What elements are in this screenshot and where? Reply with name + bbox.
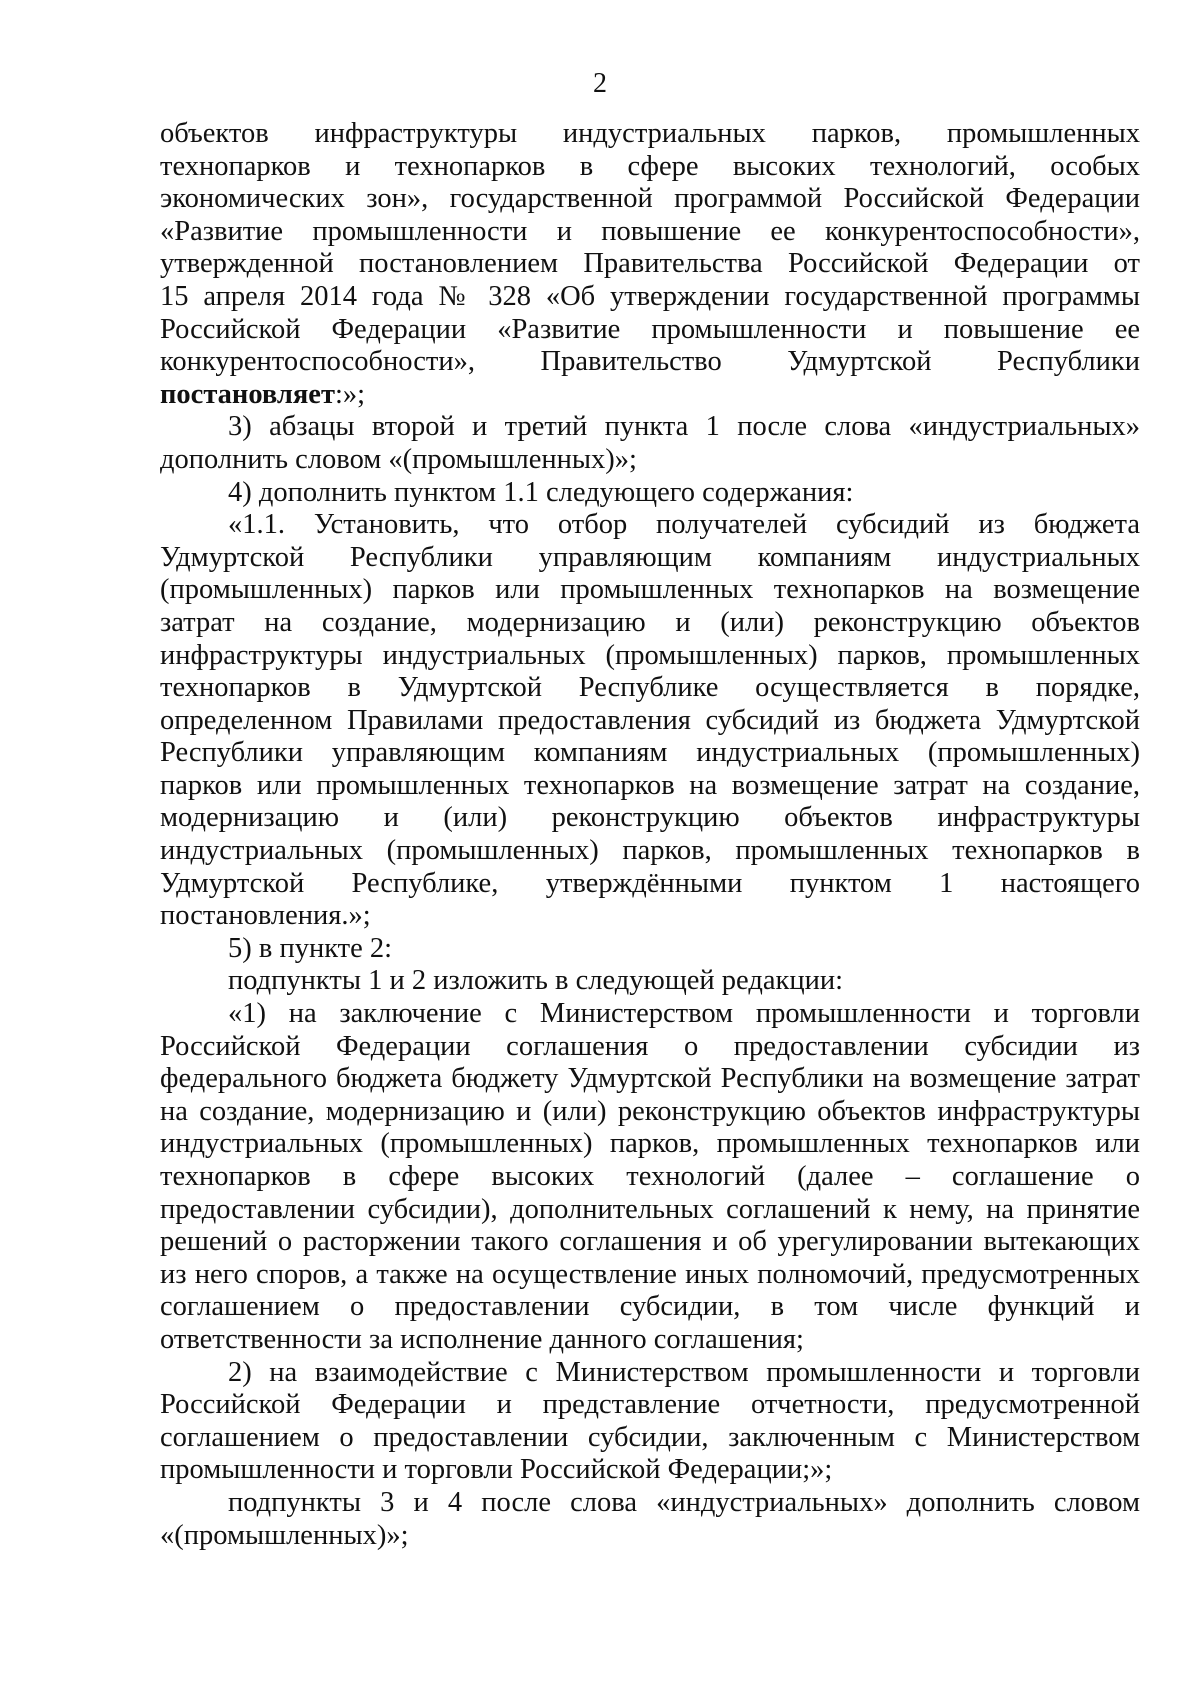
- text-line: экономических зон», государственной программой Российской Федерации: [160, 183, 1140, 215]
- text-line: «1) на заключение с Министерством промышленности и торговли: [228, 998, 1140, 1030]
- text-line: «1.1. Установить, что отбор получателей субсидий из бюджета: [228, 509, 1140, 541]
- bold-keyword: постановляет: [160, 378, 335, 410]
- text-line: «Развитие промышленности и повышение ее конкурентоспособности»,: [160, 215, 1140, 247]
- text-line: индустриальных (промышленных) парков, промышленных технопарков в: [160, 835, 1140, 867]
- paragraph-item-3: [160, 411, 1140, 476]
- text-line: на создание, модернизацию и (или) реконструкцию объектов инфраструктуры: [160, 1095, 1140, 1127]
- text-line: технопарков и технопарков в сфере высоких технологий, особых: [160, 150, 1140, 182]
- text-line: Удмуртской Республике, утверждёнными пунктом 1 настоящего: [160, 867, 1140, 899]
- text-line: Российской Федерации и представление отчетности, предусмотренной: [160, 1389, 1140, 1421]
- text-line: федерального бюджета бюджету Удмуртской Республики на возмещение затрат: [160, 1063, 1140, 1095]
- text-line: модернизацию и (или) реконструкцию объектов инфраструктуры: [160, 802, 1140, 834]
- text-line: дополнить словом «(промышленных)»;: [160, 443, 637, 475]
- text-line: решений о расторжении такого соглашения и об урегулировании вытекающих: [160, 1226, 1140, 1258]
- text-line: (промышленных) парков или промышленных технопарков на возмещение: [160, 574, 1140, 606]
- text-line: постановления.»;: [160, 900, 371, 932]
- text-line: соглашением о предоставлении субсидии, в том числе функций и: [160, 1291, 1140, 1323]
- paragraph-item-4: [160, 477, 1140, 510]
- paragraph-subitem-2: [160, 1357, 1140, 1487]
- text-line: конкурентоспособности», Правительство Удмуртской Республики: [160, 346, 1140, 378]
- document-body: [160, 118, 1140, 1552]
- text-line: подпункты 3 и 4 после слова «индустриальных» дополнить словом: [228, 1486, 1140, 1518]
- paragraph-item-5: [160, 933, 1140, 998]
- text-line: затрат на создание, модернизацию и (или) реконструкцию объектов: [160, 606, 1140, 638]
- text-line: из него споров, а также на осуществление иных полномочий, предусмотренных: [160, 1258, 1140, 1290]
- text-line: 4) дополнить пунктом 1.1 следующего содержания:: [228, 476, 854, 508]
- text-line: парков или промышленных технопарков на возмещение затрат на создание,: [160, 769, 1140, 801]
- text-line: 15 апреля 2014 года № 328 «Об утверждении государственной программы: [160, 280, 1140, 312]
- text-fragment: :»;: [334, 378, 366, 410]
- paragraph-continuation: [160, 118, 1140, 411]
- text-line: определенном Правилами предоставления субсидий из бюджета Удмуртской: [160, 704, 1140, 736]
- text-line: подпункты 1 и 2 изложить в следующей редакции:: [228, 965, 843, 997]
- text-line: индустриальных (промышленных) парков, промышленных технопарков или: [160, 1128, 1140, 1160]
- text-line: промышленности и торговли Российской Федерации;»;: [160, 1454, 833, 1486]
- paragraph-subitems-3-4: [160, 1487, 1140, 1552]
- text-line: ответственности за исполнение данного соглашения;: [160, 1323, 804, 1355]
- text-line: «(промышленных)»;: [160, 1519, 409, 1551]
- text-line: Российской Федерации «Развитие промышленности и повышение ее: [160, 313, 1140, 345]
- paragraph-clause-1-1: [160, 509, 1140, 933]
- text-line: соглашением о предоставлении субсидии, заключенным с Министерством: [160, 1421, 1140, 1453]
- text-line: Российской Федерации соглашения о предоставлении субсидии из: [160, 1030, 1140, 1062]
- text-line: утвержденной постановлением Правительства Российской Федерации от: [160, 248, 1140, 280]
- text-line: 2) на взаимодействие с Министерством промышленности и торговли: [228, 1356, 1140, 1388]
- text-line: 5) в пункте 2:: [228, 932, 393, 964]
- text-line: 3) абзацы второй и третий пункта 1 после слова «индустриальных»: [228, 411, 1140, 443]
- text-line: Республики управляющим компаниям индустриальных (промышленных): [160, 737, 1140, 769]
- text-line: предоставлении субсидии), дополнительных соглашений к нему, на принятие: [160, 1193, 1140, 1225]
- text-line: объектов инфраструктуры индустриальных парков, промышленных: [160, 118, 1140, 149]
- page-number: 2: [593, 68, 607, 99]
- text-line: Удмуртской Республики управляющим компаниям индустриальных: [160, 541, 1140, 573]
- text-line: технопарков в Удмуртской Республике осуществляется в порядке,: [160, 672, 1140, 704]
- text-line: инфраструктуры индустриальных (промышленных) парков, промышленных: [160, 639, 1140, 671]
- paragraph-subitem-1: [160, 998, 1140, 1357]
- text-line: [160, 379, 1140, 412]
- text-line: технопарков в сфере высоких технологий (далее – соглашение о: [160, 1161, 1140, 1192]
